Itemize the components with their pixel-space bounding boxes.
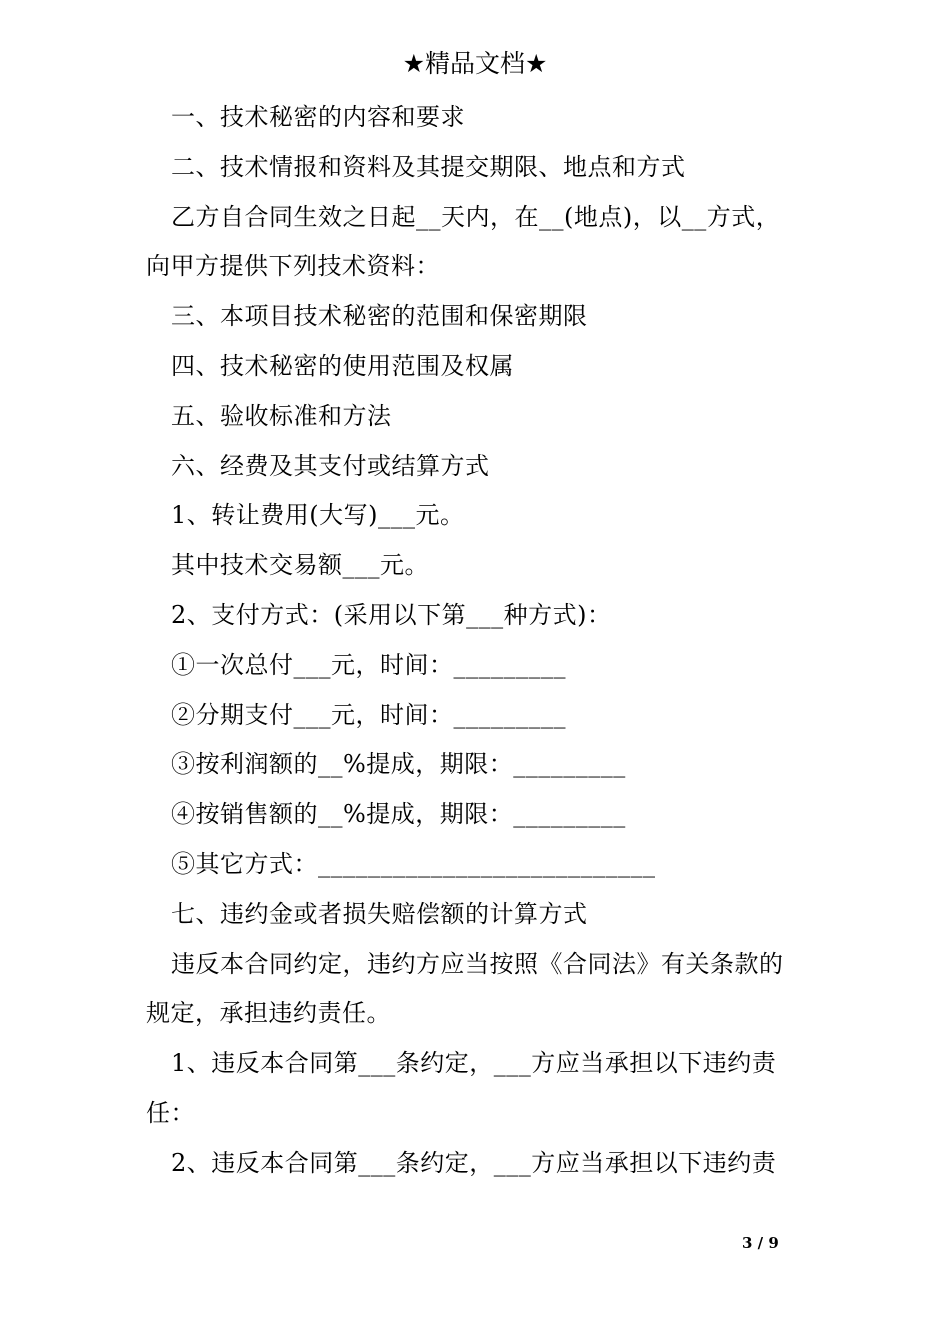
list-item: 1、违反本合同第___条约定，___方应当承担以下违约责: [171, 1049, 777, 1078]
section-heading-1: 一、技术秘密的内容和要求: [171, 103, 465, 131]
payment-option: ③按利润额的__%提成，期限：_________: [171, 750, 626, 779]
list-item: 2、违反本合同第___条约定，___方应当承担以下违约责: [171, 1148, 777, 1177]
section-heading-5: 五、验收标准和方法: [171, 401, 392, 430]
paragraph-line: 违反本合同约定，违约方应当按照《合同法》有关条款的: [171, 949, 784, 978]
section-heading-4: 四、技术秘密的使用范围及权属: [171, 351, 514, 380]
section-heading-3: 三、本项目技术秘密的范围和保密期限: [171, 302, 588, 331]
list-item: 2、支付方式：(采用以下第___种方式)：: [171, 600, 612, 629]
payment-option: ⑤其它方式：___________________________: [171, 849, 656, 878]
paragraph-line: 规定，承担违约责任。: [146, 999, 391, 1028]
payment-option: ④按销售额的__%提成，期限：_________: [171, 800, 626, 829]
paragraph-line: 乙方自合同生效之日起__天内，在__(地点)，以__方式，: [171, 202, 781, 231]
payment-option: ①一次总付___元，时间：_________: [171, 650, 566, 679]
payment-option: ②分期支付___元，时间：_________: [171, 700, 566, 729]
paragraph-line: 其中技术交易额___元。: [171, 551, 429, 580]
paragraph-line: 向甲方提供下列技术资料：: [146, 252, 440, 281]
section-heading-7: 七、违约金或者损失赔偿额的计算方式: [171, 899, 588, 928]
page-number: 3 / 9: [742, 1234, 779, 1252]
page-header-title: ★精品文档★: [402, 49, 548, 78]
list-item: 1、转让费用(大写)___元。: [171, 501, 465, 530]
document-body: [146, 93, 808, 1189]
section-heading-6: 六、经费及其支付或结算方式: [171, 451, 490, 480]
section-heading-2: 二、技术情报和资料及其提交期限、地点和方式: [171, 152, 686, 181]
paragraph-line: 任：: [146, 1098, 195, 1127]
